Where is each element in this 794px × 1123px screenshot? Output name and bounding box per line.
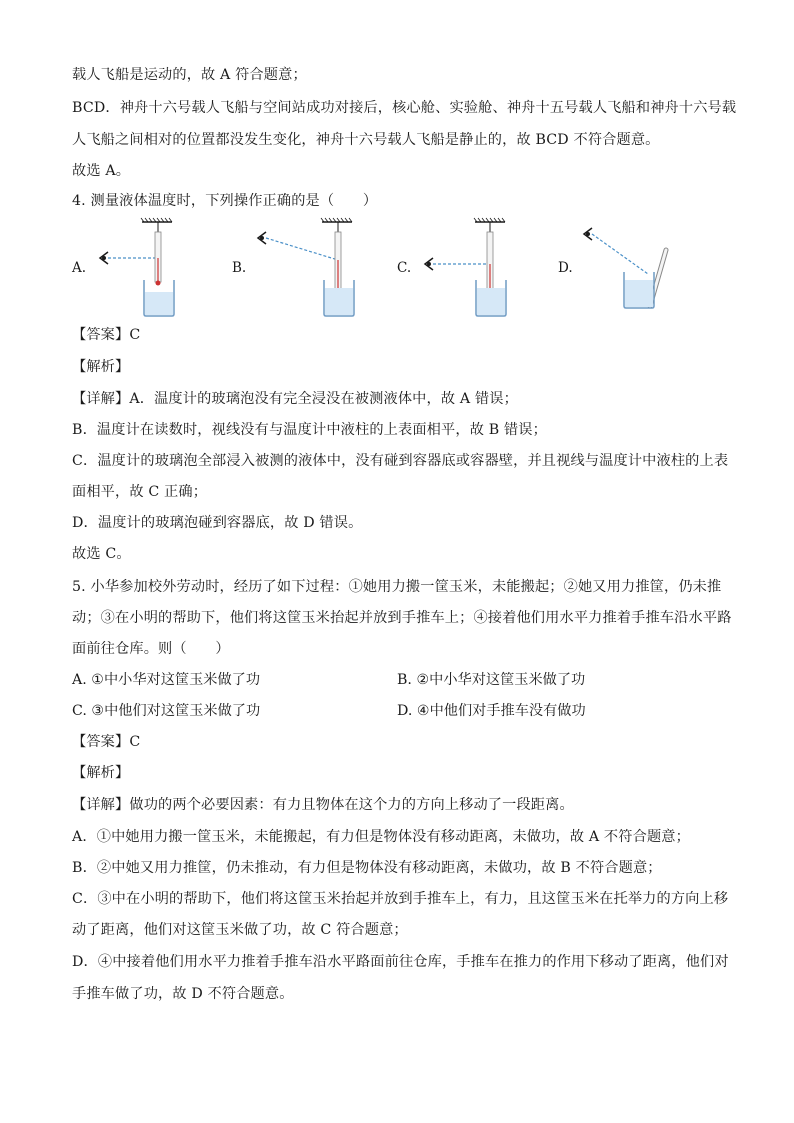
question-4-detail: 【详解】A．温度计的玻璃泡没有完全浸没在被测液体中，故 A 错误；: [72, 391, 518, 407]
eye-icon: [100, 252, 108, 264]
question-5-detail: C．③中在小明的帮助下，他们将这筐玉米抬起并放到手推车上，有力，且这筐玉米在托举力的方向上移: [72, 891, 729, 907]
question-4-detail: D．温度计的玻璃泡碰到容器底，故 D 错误。: [72, 515, 363, 531]
eye-icon: [425, 258, 433, 270]
thermometer-diagram-d: [558, 218, 708, 318]
thermometer-diagram-a: [72, 218, 222, 318]
option-c: C. ③中他们对这筐玉米做了功: [72, 703, 261, 719]
question-4-answer: 【答案】C: [72, 327, 141, 343]
option-d: D. ④中他们对手推车没有做功: [397, 703, 586, 719]
figure-label: C.: [397, 260, 412, 276]
figure-label: A.: [72, 260, 87, 276]
eye-icon: [258, 232, 266, 244]
figure-c: [397, 218, 547, 318]
question-4-detail: 面相平，故 C 正确；: [72, 484, 208, 500]
figure-label: D.: [558, 260, 573, 276]
question-5-detail: A．①中她用力搬一筐玉米，未能搬起，有力但是物体没有移动距离，未做功，故 A 不符合题意；: [72, 829, 690, 845]
question-5-stem: 5. 小华参加校外劳动时，经历了如下过程：①她用力搬一筐玉米，未能搬起；②她又用力推筐，仍未推: [72, 579, 722, 595]
figure-a: [72, 218, 222, 318]
question-5-stem: 面前往仓库。则（ ）: [72, 641, 230, 657]
question-5-detail: 动了距离，他们对这筐玉米做了功，故 C 符合题意；: [72, 922, 408, 938]
thermometer-diagram-b: [232, 218, 382, 318]
option-a: A. ①中小华对这筐玉米做了功: [72, 672, 261, 688]
text-line: 故选 A。: [72, 163, 131, 179]
question-4-detail: 故选 C。: [72, 546, 131, 562]
question-4-detail: C．温度计的玻璃泡全部浸入被测的液体中，没有碰到容器底或容器壁，并且视线与温度计中液柱的上表: [72, 453, 729, 469]
question-4-analysis-heading: 【解析】: [72, 359, 130, 375]
eye-icon: [584, 228, 592, 240]
question-4-detail: B．温度计在读数时，视线没有与温度计中液柱的上表面相平，故 B 错误；: [72, 422, 547, 438]
question-5-analysis-heading: 【解析】: [72, 765, 130, 781]
question-4-figures: [72, 218, 712, 318]
text-line: 人飞船之间相对的位置都没发生变化，神舟十六号载人飞船是静止的，故 BCD 不符合题意。: [72, 132, 660, 148]
text-line: BCD．神舟十六号载人飞船与空间站成功对接后，核心舱、实验舱、神舟十五号载人飞船和神舟十六号载: [72, 100, 737, 116]
question-5-detail: D．④中接着他们用水平力推着手推车沿水平路面前往仓库，手推车在推力的作用下移动了距离，他们对: [72, 954, 729, 970]
question-5-detail: 【详解】做功的两个必要因素：有力且物体在这个力的方向上移动了一段距离。: [72, 797, 574, 813]
figure-label: B.: [232, 260, 247, 276]
option-b: B. ②中小华对这筐玉米做了功: [397, 672, 586, 688]
figure-b: [232, 218, 382, 318]
question-5-stem: 动；③在小明的帮助下，他们将这筐玉米抬起并放到手推车上；④接着他们用水平力推着手推车沿水平路: [72, 610, 732, 626]
figure-d: [558, 218, 708, 318]
question-5-detail: B．②中她又用力推筐，仍未推动，有力但是物体没有移动距离，未做功，故 B 不符合题意；: [72, 860, 662, 876]
question-5-detail: 手推车做了功，故 D 不符合题意。: [72, 986, 294, 1002]
question-5-answer: 【答案】C: [72, 734, 141, 750]
thermometer-diagram-c: [397, 218, 547, 318]
text-line: 载人飞船是运动的，故 A 符合题意；: [72, 67, 307, 83]
question-4-stem: 4. 测量液体温度时，下列操作正确的是（ ）: [72, 193, 378, 209]
